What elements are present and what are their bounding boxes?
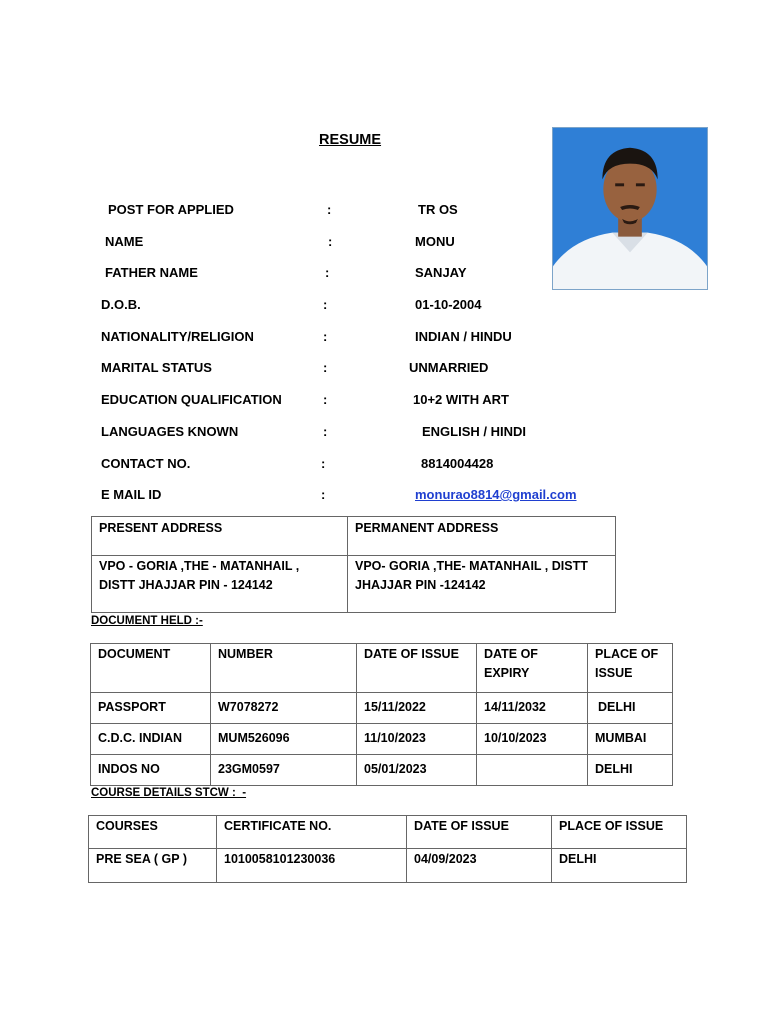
field-colon: : <box>325 265 330 280</box>
field-colon: : <box>328 234 333 249</box>
table-cell: DELHI <box>552 849 687 883</box>
document-held-heading: DOCUMENT HELD :- <box>91 615 203 627</box>
courses-table <box>88 815 687 883</box>
column-header: DATE OF ISSUE <box>407 816 552 849</box>
table-cell: DELHI <box>588 693 673 724</box>
table-cell: PASSPORT <box>91 693 211 724</box>
table-row <box>91 755 673 786</box>
field-colon: : <box>323 424 328 439</box>
field-label: EDUCATION QUALIFICATION <box>101 392 282 407</box>
profile-photo <box>552 127 708 290</box>
field-value: MONU <box>415 234 455 249</box>
field-colon: : <box>323 360 328 375</box>
column-header: PLACE OF ISSUE <box>588 644 673 693</box>
field-value: 01-10-2004 <box>415 297 482 312</box>
present-address-line: DISTT JHAJJAR PIN - 124142 <box>99 578 273 592</box>
table-cell: 1010058101230036 <box>217 849 407 883</box>
field-label: E MAIL ID <box>101 487 162 502</box>
field-value: 8814004428 <box>421 456 494 471</box>
table-cell: 04/09/2023 <box>407 849 552 883</box>
column-header: PLACE OF ISSUE <box>552 816 687 849</box>
column-header: CERTIFICATE NO. <box>217 816 407 849</box>
field-colon: : <box>321 487 326 502</box>
table-cell: INDOS NO <box>91 755 211 786</box>
resume-title: RESUME <box>319 132 382 148</box>
table-header-row <box>91 644 673 693</box>
table-cell <box>477 755 588 786</box>
table-cell: MUMBAI <box>588 724 673 755</box>
column-header: DOCUMENT <box>91 644 211 693</box>
table-row <box>89 849 687 883</box>
table-row <box>91 724 673 755</box>
field-value: ENGLISH / HINDI <box>422 424 527 439</box>
column-header: COURSES <box>89 816 217 849</box>
field-label: LANGUAGES KNOWN <box>101 424 239 439</box>
table-cell: 15/11/2022 <box>357 693 477 724</box>
column-header: NUMBER <box>211 644 357 693</box>
table-cell: W7078272 <box>211 693 357 724</box>
address-table <box>91 516 616 613</box>
person-photo-icon <box>553 128 707 289</box>
email-link[interactable]: monurao8814@gmail.com <box>415 487 577 502</box>
field-label: FATHER NAME <box>105 265 198 280</box>
table-cell: DELHI <box>588 755 673 786</box>
present-address-header: PRESENT ADDRESS <box>92 517 348 556</box>
present-address-line: VPO - GORIA ,THE - MATANHAIL , <box>99 559 300 573</box>
table-cell: C.D.C. INDIAN <box>91 724 211 755</box>
table-row <box>92 556 616 613</box>
present-address <box>92 556 348 613</box>
documents-table <box>90 643 673 786</box>
permanent-address-header: PERMANENT ADDRESS <box>348 517 616 556</box>
field-label: NATIONALITY/RELIGION <box>101 329 254 344</box>
field-value: UNMARRIED <box>409 360 489 375</box>
column-header: DATE OF EXPIRY <box>477 644 588 693</box>
table-cell: 23GM0597 <box>211 755 357 786</box>
table-cell: 05/01/2023 <box>357 755 477 786</box>
table-cell: PRE SEA ( GP ) <box>89 849 217 883</box>
permanent-address-line: VPO- GORIA ,THE- MATANHAIL , DISTT <box>355 559 588 573</box>
course-details-heading: COURSE DETAILS STCW :_- <box>91 787 247 799</box>
field-label: NAME <box>105 234 144 249</box>
field-colon: : <box>323 329 328 344</box>
table-row <box>91 693 673 724</box>
field-value: TR OS <box>418 202 458 217</box>
field-value: SANJAY <box>415 265 467 280</box>
table-cell: 10/10/2023 <box>477 724 588 755</box>
field-label: POST FOR APPLIED <box>108 202 234 217</box>
table-cell: MUM526096 <box>211 724 357 755</box>
table-header-row <box>89 816 687 849</box>
permanent-address-line: JHAJJAR PIN -124142 <box>355 578 486 592</box>
column-header: DATE OF ISSUE <box>357 644 477 693</box>
field-label: MARITAL STATUS <box>101 360 212 375</box>
table-row <box>92 517 616 556</box>
table-cell: 14/11/2032 <box>477 693 588 724</box>
field-colon: : <box>321 456 326 471</box>
field-colon: : <box>327 202 332 217</box>
field-colon: : <box>323 392 328 407</box>
table-cell: 11/10/2023 <box>357 724 477 755</box>
field-label: D.O.B. <box>101 297 141 312</box>
permanent-address <box>348 556 616 613</box>
field-colon: : <box>323 297 328 312</box>
field-label: CONTACT NO. <box>101 456 191 471</box>
field-value: 10+2 WITH ART <box>413 392 509 407</box>
field-value: INDIAN / HINDU <box>415 329 512 344</box>
